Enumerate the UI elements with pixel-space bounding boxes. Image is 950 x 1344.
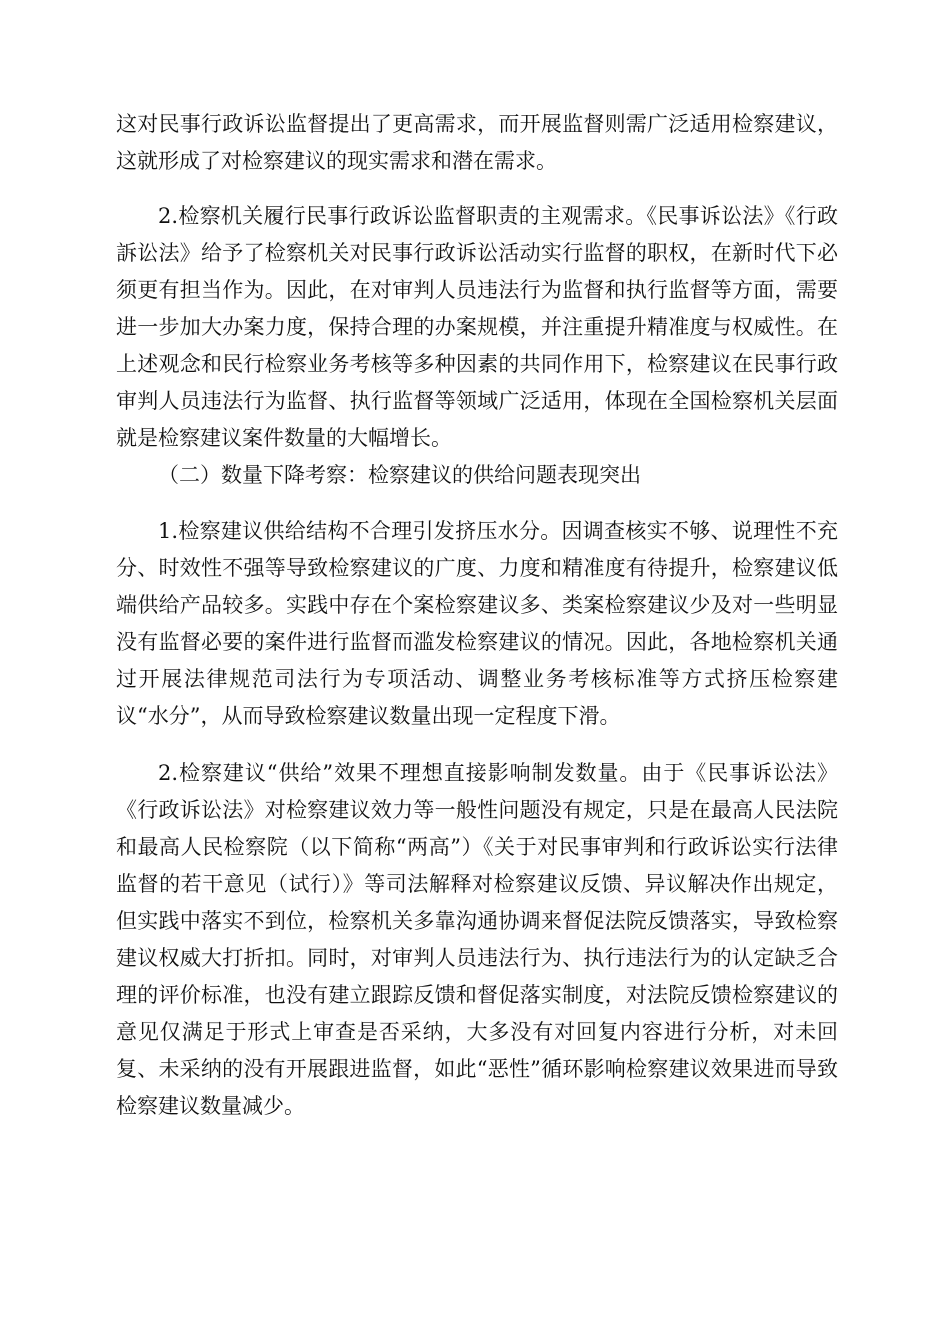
paragraph-supply-effect: 2.检察建议“供给”效果不理想直接影响制发数量。由于《民事诉讼法》《行政诉讼法》对检察建议效力等一般性问题没有规定，只是在最高人民法院和最高人民检察院（以下简称“两高”）《关于对民事审判和行政诉讼实行法律监督的若干意见（试行）》等司法解释对检察建议反馈、异议解决作出规定，但实践中落实不到位，检察机关多靠沟通协调来督促法院反馈落实，导致检察建议权威大打折扣。同时，对审判人员违法行为、执行违法行为的认定缺乏合理的评价标准，也没有建立跟踪反馈和督促落实制度，对法院反馈检察建议的意见仅满足于形式上审查是否采纳，大多没有对回复内容进行分析，对未回复、未采纳的没有开展跟进监督，如此“恶性”循环影响检察建议效果进而导致检察建议数量减少。 bbox=[116, 761, 838, 1118]
document-page bbox=[116, 106, 838, 1125]
paragraph-continuation: 这对民事行政诉讼监督提出了更高需求，而开展监督则需广泛适用检察建议，这就形成了对检察建议的现实需求和潜在需求。 bbox=[116, 112, 838, 173]
section-heading: （二）数量下降考察：检察建议的供给问题表现突出 bbox=[158, 463, 641, 487]
paragraph-subjective-demand: 2.检察机关履行民事行政诉讼监督职责的主观需求。《民事诉讼法》《行政訴讼法》给予了检察机关对民事行政诉讼活动实行监督的职权，在新时代下必须更有担当作为。因此，在对审判人员违法行为监督和执行监督等方面，需要进一步加大办案力度，保持合理的办案规模，并注重提升精准度与权威性。在上述观念和民行检察业务考核等多种因素的共同作用下，检察建议在民事行政审判人员违法行为监督、执行监督等领域广泛适用，体现在全国检察机关层面就是检察建议案件数量的大幅增长。 bbox=[116, 204, 838, 450]
paragraph-supply-structure: 1.检察建议供给结构不合理引发挤压水分。因调查核实不够、说理性不充分、时效性不强等导致检察建议的广度、力度和精准度有待提升，检察建议低端供给产品较多。实践中存在个案检察建议多、类案检察建议少及对一些明显没有监督必要的案件进行监督而滥发检察建议的情况。因此，各地检察机关通过开展法律规范司法行为专项活动、调整业务考核标准等方式挤压检察建议“水分”，从而导致检察建议数量出现一定程度下滑。 bbox=[116, 519, 838, 728]
